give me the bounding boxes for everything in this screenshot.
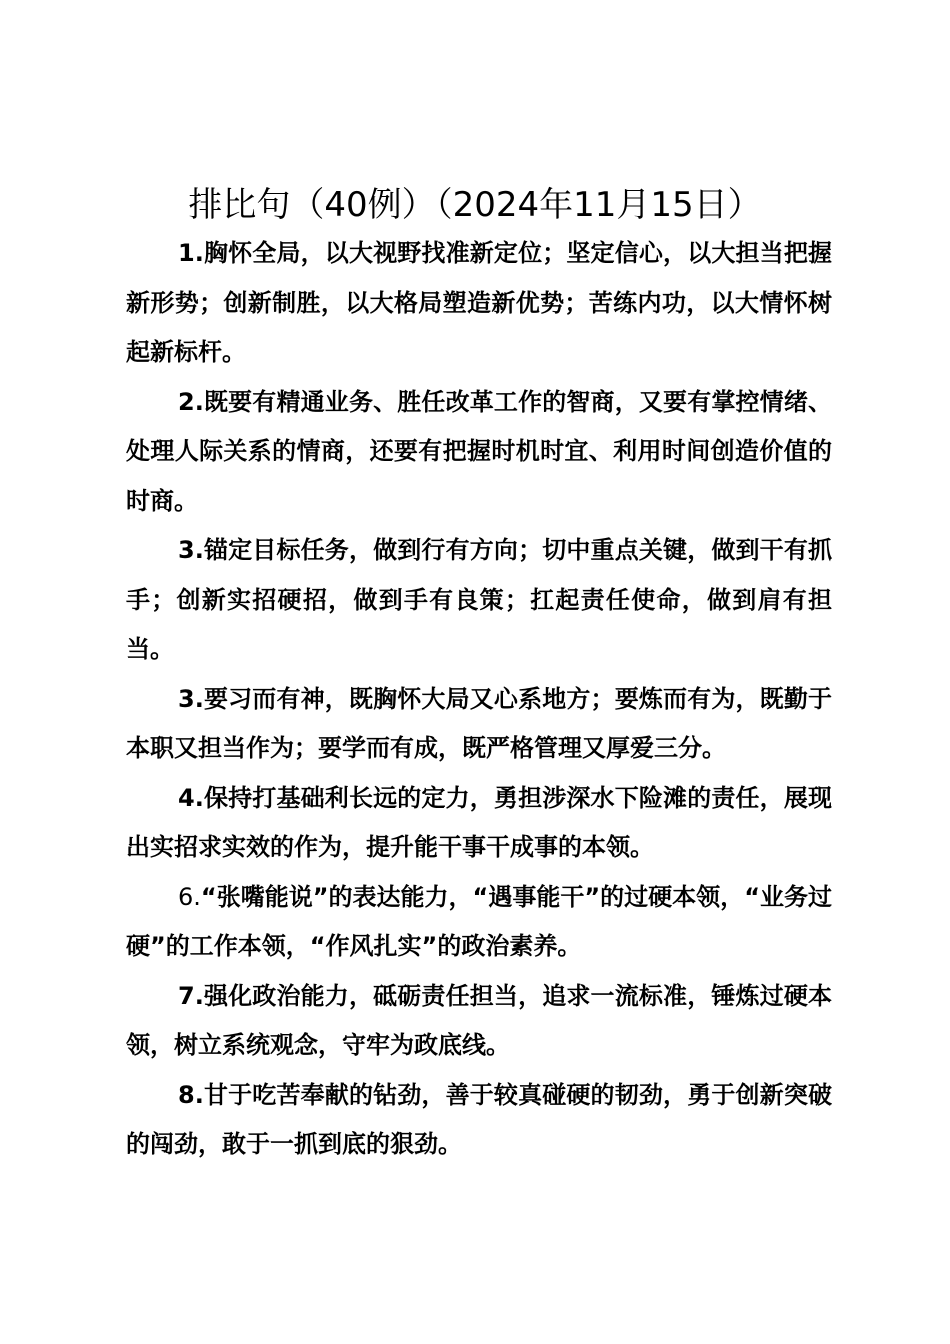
paragraph-text: 既要有精通业务、胜任改革工作的智商，又要有掌控情绪、处理人际关系的情商，还要有把握时机时宜、利用时间创造价值的时商。 [126, 387, 832, 515]
paragraph-number: 8. [178, 1080, 204, 1109]
paragraph-text: 保持打基础利长远的定力，勇担涉深水下险滩的责任，展现出实招求实效的作为，提升能干事干成事的本领。 [126, 783, 832, 861]
paragraph-8 [126, 1071, 832, 1170]
document-title: 排比句（40例）（2024年11月15日） [188, 185, 762, 225]
paragraph-7 [126, 972, 832, 1071]
paragraph-number: 6. [178, 882, 201, 911]
document-body [126, 229, 832, 1170]
paragraph-3 [126, 526, 832, 675]
paragraph-2 [126, 378, 832, 527]
paragraph-number: 3. [178, 684, 204, 713]
paragraph-text: 锚定目标任务，做到行有方向；切中重点关键，做到干有抓手；创新实招硬招，做到手有良策；扛起责任使命，做到肩有担当。 [126, 536, 832, 663]
paragraph-number: 2. [178, 387, 204, 416]
paragraph-number: 1. [178, 239, 204, 267]
paragraph-number: 4. [178, 783, 204, 812]
paragraph-number: 7. [178, 981, 204, 1010]
paragraph-4 [126, 675, 832, 774]
paragraph-number: 3. [178, 536, 204, 564]
paragraph-text: “张嘴能说”的表达能力，“遇事能干”的过硬本领，“业务过硬”的工作本领，“作风扎实”的政治素养。 [126, 882, 832, 960]
paragraph-text: 胸怀全局，以大视野找准新定位；坚定信心，以大担当把握新形势；创新制胜，以大格局塑造新优势；苦练内功，以大情怀树起新标杆。 [126, 239, 832, 366]
paragraph-6 [126, 873, 832, 972]
paragraph-text: 强化政治能力，砥砺责任担当，追求一流标准，锤炼过硬本领，树立系统观念，守牢为政底线。 [126, 981, 832, 1059]
paragraph-text: 甘于吃苦奉献的钻劲，善于较真碰硬的韧劲，勇于创新突破的闯劲，敢于一抓到底的狠劲。 [126, 1080, 832, 1158]
paragraph-text: 要习而有神，既胸怀大局又心系地方；要炼而有为，既勤于本职又担当作为；要学而有成，既严格管理又厚爱三分。 [126, 684, 832, 762]
paragraph-1 [126, 229, 832, 378]
paragraph-5 [126, 774, 832, 873]
